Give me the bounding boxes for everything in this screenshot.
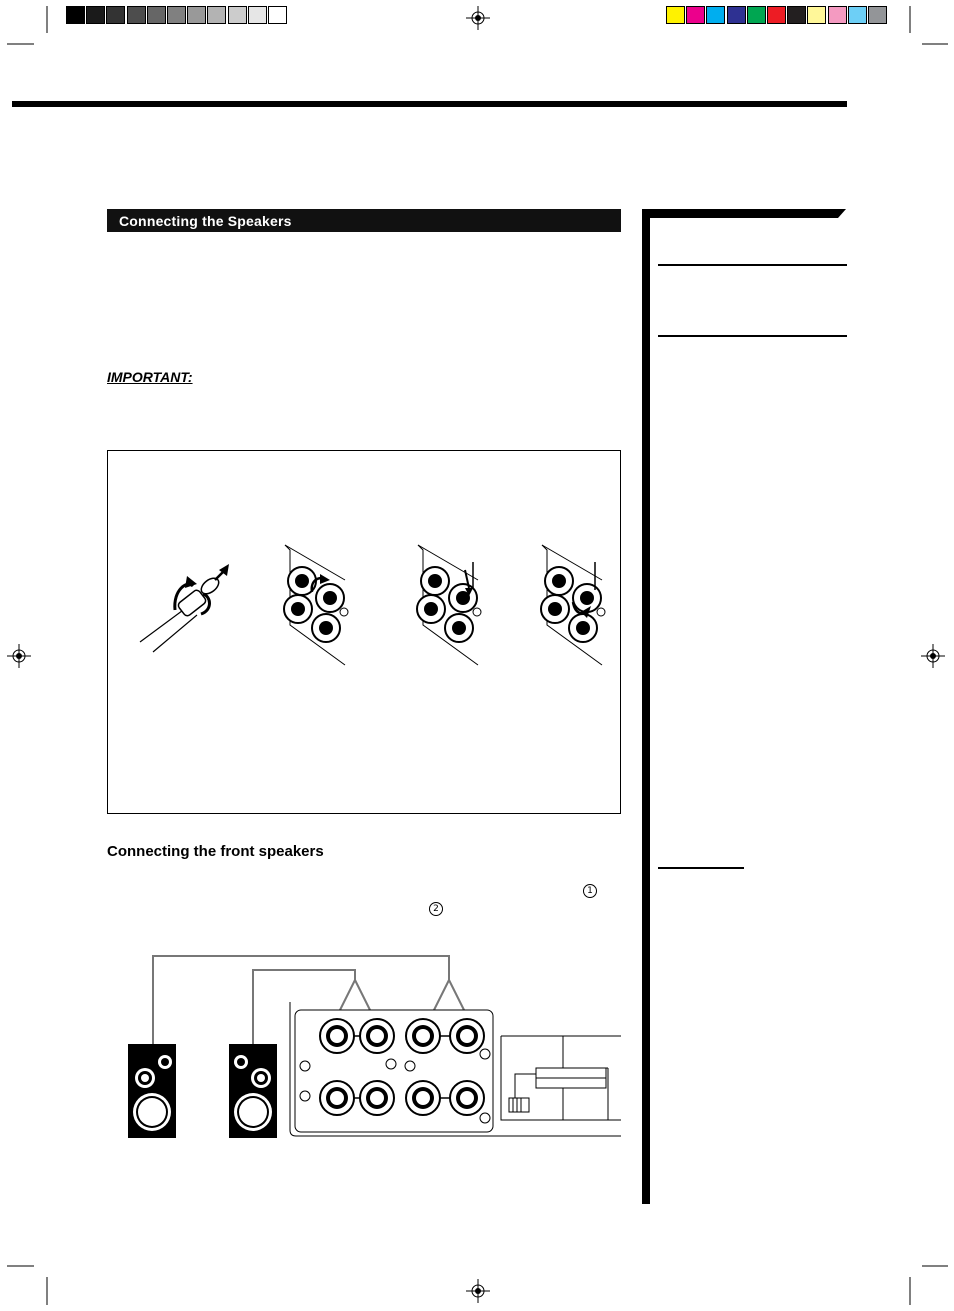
important-label: IMPORTANT:	[107, 369, 193, 385]
speaker-terminal-icon	[537, 540, 617, 670]
wire-twist-icon	[135, 560, 245, 660]
crosshair-registration-icon	[7, 644, 31, 668]
speaker-terminal-icon	[280, 540, 360, 670]
sidebar-frame	[640, 205, 850, 1205]
crosshair-registration-icon	[466, 1279, 490, 1303]
speaker-cabinet-icon	[229, 1044, 277, 1138]
header-rule	[12, 101, 847, 107]
step-marker-2: 2	[429, 902, 443, 916]
section-header-bar	[107, 209, 621, 232]
step-marker-1: 1	[583, 884, 597, 898]
front-speakers-heading: Connecting the front speakers	[107, 843, 324, 860]
speaker-terminal-icon	[413, 540, 493, 670]
front-speaker-diagram	[105, 950, 625, 1150]
speaker-cabinet-icon	[128, 1044, 176, 1138]
crosshair-registration-icon	[921, 644, 945, 668]
crosshair-registration-icon	[466, 6, 490, 30]
section-title: Connecting the Speakers	[119, 213, 292, 229]
